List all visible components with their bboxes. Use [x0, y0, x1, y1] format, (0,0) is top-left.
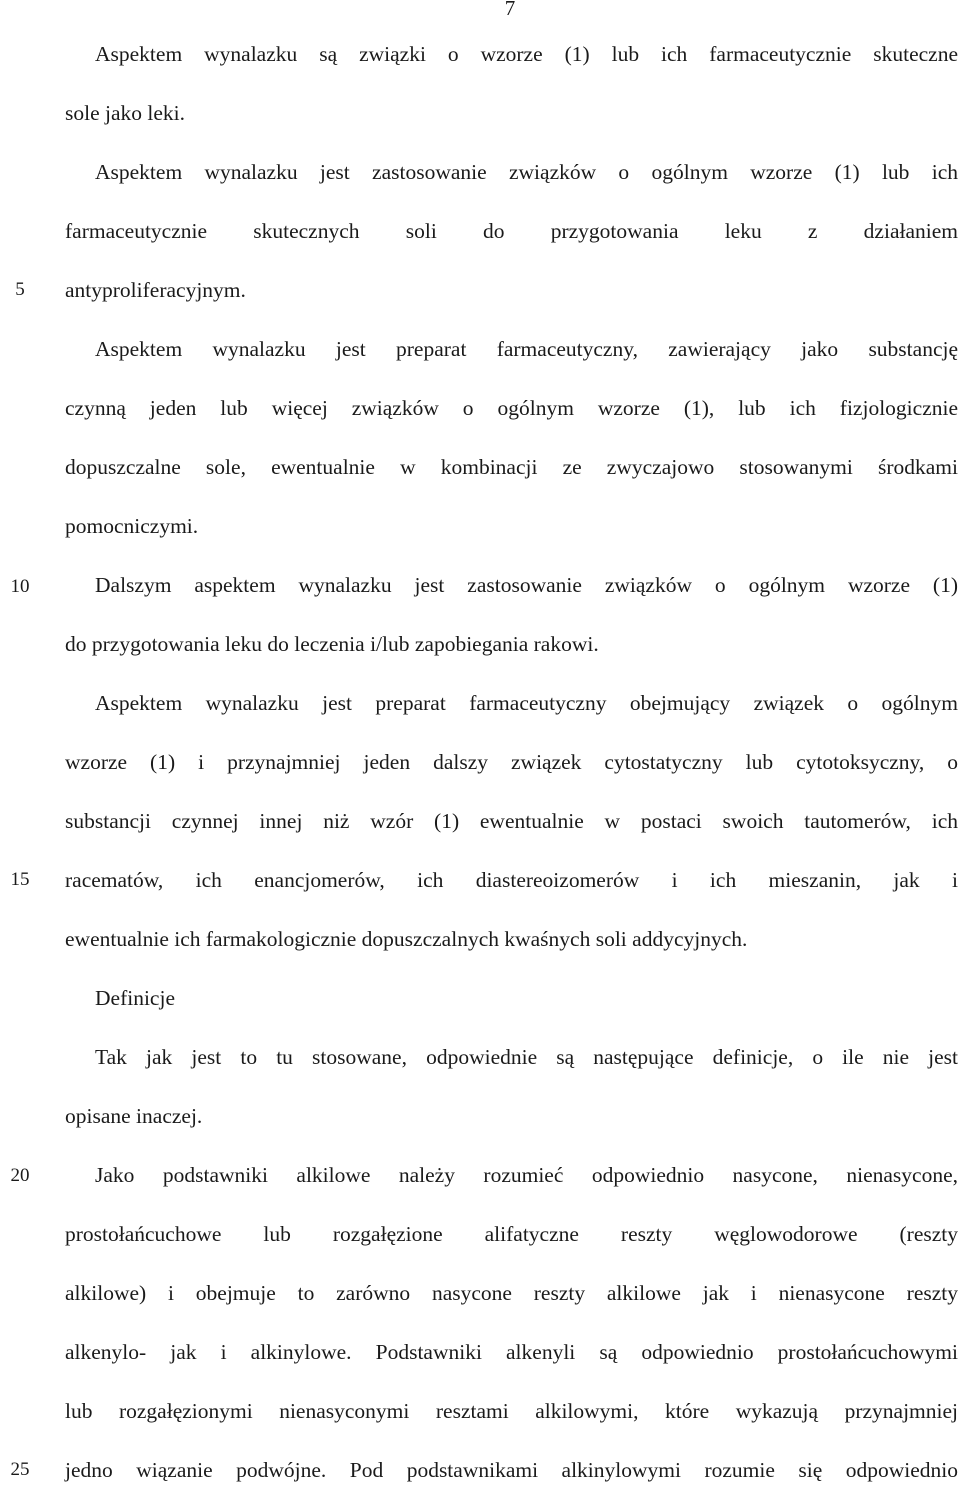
margin-line-number-10: 10 — [10, 576, 30, 597]
text-line: Aspektem wynalazku są związki o wzorze (1) lub ich farmaceutycznie skuteczne — [95, 42, 958, 66]
text-line: racematów, ich enancjomerów, ich diastereoizomerów i ich mieszanin, jak i — [65, 868, 958, 892]
text-line: Aspektem wynalazku jest preparat farmaceutyczny obejmujący związek o ogólnym — [95, 691, 958, 715]
margin-line-number-25: 25 — [10, 1459, 30, 1480]
text-line: Jako podstawniki alkilowe należy rozumieć odpowiednio nasycone, nienasycone, — [95, 1163, 958, 1187]
text-line: Aspektem wynalazku jest preparat farmaceutyczny, zawierający jako substancję — [95, 337, 958, 361]
page-number: 7 — [504, 0, 516, 20]
text-line: alkenylo- jak i alkinylowe. Podstawniki alkenyli są odpowiednio prostołańcuchowymi — [65, 1340, 958, 1364]
text-line: sole jako leki. — [65, 101, 186, 125]
text-line: alkilowe) i obejmuje to zarówno nasycone reszty alkilowe jak i nienasycone reszty — [65, 1281, 958, 1305]
text-line: prostołańcuchowe lub rozgałęzione alifatyczne reszty węglowodorowe (reszty — [65, 1222, 958, 1246]
text-line: do przygotowania leku do leczenia i/lub zapobiegania rakowi. — [65, 632, 599, 656]
text-line: wzorze (1) i przynajmniej jeden dalszy związek cytostatyczny lub cytotoksyczny, o — [65, 750, 958, 774]
text-line: jedno wiązanie podwójne. Pod podstawnikami alkinylowymi rozumie się odpowiednio — [65, 1458, 958, 1482]
margin-line-number-15: 15 — [10, 869, 30, 890]
text-line: ewentualnie ich farmakologicznie dopuszczalnych kwaśnych soli addycyjnych. — [65, 927, 748, 951]
text-line: substancji czynnej innej niż wzór (1) ewentualnie w postaci swoich tautomerów, ich — [65, 809, 958, 833]
text-line: Tak jak jest to tu stosowane, odpowiednie są następujące definicje, o ile nie jest — [95, 1045, 958, 1069]
margin-line-number-20: 20 — [10, 1165, 30, 1186]
text-line: pomocniczymi. — [65, 514, 199, 538]
text-line: antyproliferacyjnym. — [65, 278, 246, 302]
text-line: Dalszym aspektem wynalazku jest zastosowanie związków o ogólnym wzorze (1) — [95, 573, 958, 597]
text-line: opisane inaczej. — [65, 1104, 203, 1128]
section-heading: Definicje — [95, 986, 175, 1010]
text-line: Aspektem wynalazku jest zastosowanie związków o ogólnym wzorze (1) lub ich — [95, 160, 958, 184]
text-line: lub rozgałęzionymi nienasyconymi resztami alkilowymi, które wykazują przynajmniej — [65, 1399, 958, 1423]
text-line: dopuszczalne sole, ewentualnie w kombinacji ze zwyczajowo stosowanymi środkami — [65, 455, 958, 479]
text-line: czynną jeden lub więcej związków o ogólnym wzorze (1), lub ich fizjologicznie — [65, 396, 958, 420]
text-line: farmaceutycznie skutecznych soli do przygotowania leku z działaniem — [65, 219, 958, 243]
margin-line-number-5: 5 — [15, 279, 25, 300]
